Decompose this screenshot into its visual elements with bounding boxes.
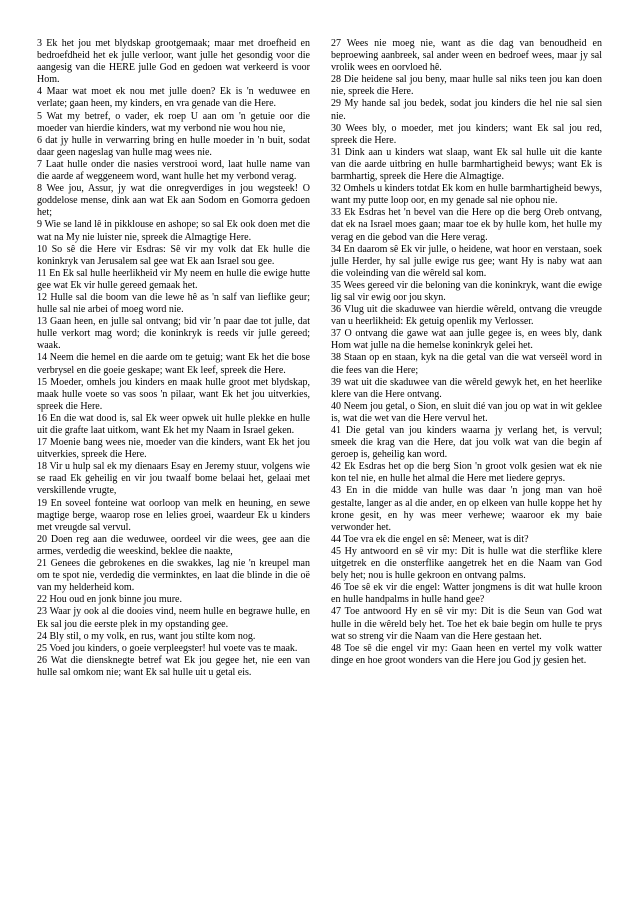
verse-48: 48 Toe sê die engel vir my: Gaan heen en vertel my volk watter dinge en hoe groot wonders van die Here jou God jy gesien het. [331,642,602,666]
verse-37: 37 O ontvang die gawe wat aan julle gegee is, en wees bly, dank Hom wat julle na die hemelse koninkryk gelei het. [331,328,602,352]
verse-7: 7 Laat hulle onder die nasies verstrooi word, laat hulle name van die aarde af weggeneem word, want hulle het my verbond verag. [37,158,310,183]
verse-5: 5 Wat my betref, o vader, ek roep U aan om 'n getuie oor die moeder van hierdie kinders, wat my verbond nie wou hou nie, [37,110,310,134]
verse-36: 36 Vlug uit die skaduwee van hierdie wêreld, ontvang die vreugde van u heerlikheid: Ek getuig openlik my Verlosser. [331,304,602,328]
verse-33: 33 Ek Esdras het 'n bevel van die Here op die berg Oreb ontvang, dat ek na Israel moes gaan; maar toe ek by hulle kom, het hulle my verag en die gebod van die Here verag. [331,207,602,243]
verse-17: 17 Moenie bang wees nie, moeder van die kinders, want Ek het jou uitverkies, spreek die Here. [37,437,310,461]
verse-41: 41 Die getal van jou kinders waarna jy verlang het, is vervul; smeek die krag van die Here, dat jou volk wat van die begin af geroep is, geheilig kan word. [331,425,602,461]
verse-15: 15 Moeder, omhels jou kinders en maak hulle groot met blydskap, maak hulle voete so vas soos 'n pilaar, want Ek het jou uitverkies, spreek die Here. [37,376,310,412]
verse-44: 44 Toe vra ek die engel en sê: Meneer, wat is dit? [331,533,529,545]
verse-35: 35 Wees gereed vir die beloning van die koninkryk, want die ewige lig sal vir ewig oor jou skyn. [331,279,602,303]
verse-21: 21 Genees die gebrokenes en die swakkes, lag nie 'n kreupel man om te spot nie, verdedig die verminktes, en laat die blinde in die oë van my helderheid kom. [37,558,310,594]
verse-28: 28 Die heidene sal jou beny, maar hulle sal niks teen jou kan doen nie, spreek die Here. [331,74,602,98]
verse-39: 39 wat uit die skaduwee van die wêreld gewyk het, en het heerlike klere van die Here ontvang. [331,376,602,400]
verse-42: 42 Ek Esdras het op die berg Sion 'n groot volk gesien wat ek nie kon tel nie, en hulle het almal die Here met liedere geprys. [331,461,602,485]
verse-25: 25 Voed jou kinders, o goeie verpleegster! hul voete vas te maak. [37,642,298,654]
verse-27: 27 Wees nie moeg nie, want as die dag van benoudheid en beproewing aanbreek, sal ander ween en bedroef wees, maar jy sal vrolik wees en oorvloed hê. [331,38,602,74]
verse-22: 22 Hou oud en jonk binne jou mure. [37,594,182,606]
verse-43: 43 En in die midde van hulle was daar 'n jong man van hoë gestalte, langer as al die ander, en op elkeen van hulle koppe het hy krone gesit, en hy was meer verhewe; waaroor ek my baie verwonder het. [331,485,602,533]
verse-45: 45 Hy antwoord en sê vir my: Dit is hulle wat die sterflike klere uitgetrek en die onsterflike aangetrek het en die Naam van God bely het; nou is hulle gekroon en ontvang palms. [331,545,602,582]
verse-13: 13 Gaan heen, en julle sal ontvang; bid vir 'n paar dae tot julle, dat hulle verkort mag word; die koninkryk is reeds vir julle gereed; waak. [37,316,310,352]
verse-30: 30 Wees bly, o moeder, met jou kinders; want Ek sal jou red, spreek die Here. [331,122,602,146]
verse-32: 32 Omhels u kinders totdat Ek kom en hulle barmhartigheid bewys, want my putte loop oor, en my genade sal nie ophou nie. [331,183,602,207]
verse-34: 34 En daarom sê Ek vir julle, o heidene, wat hoor en verstaan, soek julle Herder, hy sal julle ewige rus gee; want Hy is naby wat aan die voleinding van die wêreld sal kom. [331,243,602,279]
verse-8: 8 Wee jou, Assur, jy wat die onregverdiges in jou wegsteek! O goddelose mense, dink aan wat Ek aan Sodom en Gomorra gedoen het; [37,183,310,219]
verse-4: 4 Maar wat moet ek nou met julle doen? Ek is 'n weduwee en verlate; gaan heen, my kinders, en vra genade van die Here. [37,86,310,110]
verse-6: 6 dat jy hulle in verwarring bring en hulle moeder in 'n buit, sodat daar geen nageslag van hulle mag wees nie. [37,134,310,158]
left-column [37,38,310,679]
verse-14: 14 Neem die hemel en die aarde om te getuig; want Ek het die bose verbrysel en die goeie geskape; want Ek leef, spreek die Here. [37,352,310,376]
verse-19: 19 En soveel fonteine wat oorloop van melk en heuning, en sewe magtige berge, waarop rose en lelies groei, waardeur Ek u kinders met vreugde sal vervul. [37,497,310,533]
verse-31: 31 Dink aan u kinders wat slaap, want Ek sal hulle uit die kante van die aarde uitbring en hulle barmhartigheid bewys; want Ek is barmhartig, spreek die Here die Almagtige. [331,146,602,183]
verse-3: 3 Ek het jou met blydskap grootgemaak; maar met droefheid en bedroefdheid het ek julle verloor, want julle het gesondig voor die aangesig van die HERE julle God en gedoen wat verkeerd is voor Hom. [37,38,310,86]
verse-10: 10 So sê die Here vir Esdras: Sê vir my volk dat Ek hulle die koninkryk van Jerusalem sal gee wat Ek aan Israel sou gee. [37,243,310,267]
verse-16: 16 En die wat dood is, sal Ek weer opwek uit hulle plekke en hulle uit die grafte laat uitkom, want Ek het my Naam in Israel geken. [37,412,310,436]
verse-46: 46 Toe sê ek vir die engel: Watter jongmens is dit wat hulle kroon en hulle handpalms in hulle hand gee? [331,582,602,606]
verse-18: 18 Vir u hulp sal ek my dienaars Esay en Jeremy stuur, volgens wie se raad Ek geheilig en vir jou twaalf bome belaai het, gelaai met verskillende vrugte, [37,461,310,497]
verse-47: 47 Toe antwoord Hy en sê vir my: Dit is die Seun van God wat hulle in die wêreld bely het. Toe het ek baie begin om hulle te prys wat so streng vir die Naam van die Here gestaan het. [331,606,602,642]
verse-24: 24 Bly stil, o my volk, en rus, want jou stilte kom nog. [37,630,256,642]
verse-23: 23 Waar jy ook al die dooies vind, neem hulle en begrawe hulle, en Ek sal jou die eerste plek in my opstanding gee. [37,606,310,630]
verse-38: 38 Staan op en staan, kyk na die getal van die wat verseël word in die fees van die Here; [331,352,602,376]
verse-20: 20 Doen reg aan die weduwee, oordeel vir die wees, gee aan die armes, verdedig die weeskind, beklee die naakte, [37,533,310,557]
right-column [331,38,602,667]
verse-26: 26 Wat die diensknegte betref wat Ek jou gegee het, nie een van hulle sal omkom nie; want Ek sal hulle uit u getal eis. [37,654,310,678]
verse-11: 11 En Ek sal hulle heerlikheid vir My neem en hulle die ewige hutte gee wat Ek vir hulle gereed gemaak het. [37,267,310,291]
verse-40: 40 Neem jou getal, o Sion, en sluit dié van jou op wat in wit geklee is, wat die wet van die Here vervul het. [331,400,602,424]
verse-12: 12 Hulle sal die boom van die lewe hê as 'n salf van lieflike geur; hulle sal nie arbei of moeg word nie. [37,291,310,316]
verse-29: 29 My hande sal jou bedek, sodat jou kinders die hel nie sal sien nie. [331,98,602,122]
verse-9: 9 Wie se land lê in pikklouse en ashope; so sal Ek ook doen met die wat na My nie luister nie, spreek die Almagtige Here. [37,219,310,243]
